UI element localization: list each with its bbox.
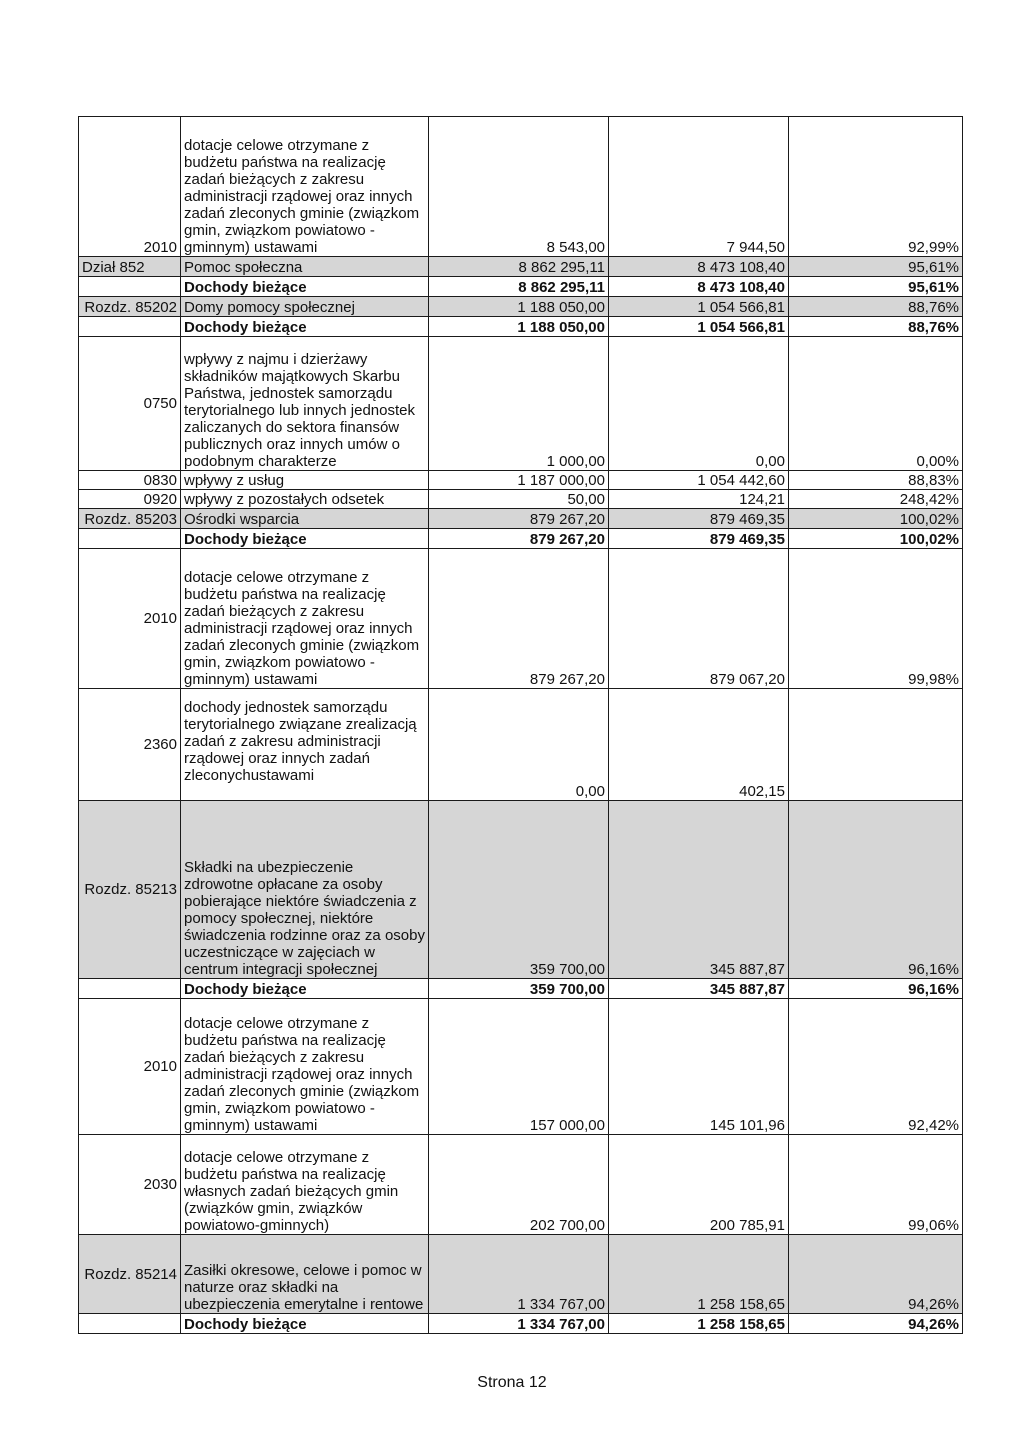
row-plan: 879 267,20 — [429, 549, 609, 689]
row-code — [79, 1314, 181, 1334]
row-execution: 879 469,35 — [609, 529, 789, 549]
page-number: Strona 12 — [477, 1374, 547, 1391]
row-label: Pomoc społeczna — [181, 257, 429, 277]
row-execution: 8 473 108,40 — [609, 277, 789, 297]
table-row — [79, 317, 963, 337]
table-row — [79, 1314, 963, 1334]
row-plan: 1 334 767,00 — [429, 1314, 609, 1334]
row-plan: 157 000,00 — [429, 999, 609, 1135]
budget-table — [78, 116, 963, 1334]
row-label: Dochody bieżące — [181, 1314, 429, 1334]
row-code: Rozdz. 85213 — [79, 801, 181, 979]
row-percent: 92,99% — [789, 117, 963, 257]
row-code: Rozdz. 85214 — [79, 1235, 181, 1314]
row-label: wpływy z pozostałych odsetek — [181, 490, 429, 509]
row-plan: 879 267,20 — [429, 529, 609, 549]
row-label: dochody jednostek samorządu terytorialnego związane zrealizacją zadań z zakresu administracji rządowej oraz innych zadań zleconychustawami — [181, 689, 429, 801]
row-plan: 0,00 — [429, 689, 609, 801]
row-label: Zasiłki okresowe, celowe i pomoc w naturze oraz składki na ubezpieczenia emerytalne i rentowe — [181, 1235, 429, 1314]
row-percent: 100,02% — [789, 529, 963, 549]
row-execution: 8 473 108,40 — [609, 257, 789, 277]
row-label: Dochody bieżące — [181, 529, 429, 549]
row-code: Dział 852 — [79, 257, 181, 277]
row-code: Rozdz. 85202 — [79, 297, 181, 317]
row-execution: 200 785,91 — [609, 1135, 789, 1235]
row-plan: 8 862 295,11 — [429, 277, 609, 297]
row-execution: 1 258 158,65 — [609, 1235, 789, 1314]
table-row — [79, 529, 963, 549]
row-percent: 92,42% — [789, 999, 963, 1135]
row-percent: 248,42% — [789, 490, 963, 509]
row-label: wpływy z najmu i dzierżawy składników majątkowych Skarbu Państwa, jednostek samorządu terytorialnego lub innych jednostek zaliczanych do sektora finansów publicznych oraz innych umów o podobnym charakterze — [181, 337, 429, 471]
row-percent: 99,06% — [789, 1135, 963, 1235]
row-execution: 879 067,20 — [609, 549, 789, 689]
row-label: Dochody bieżące — [181, 277, 429, 297]
row-code — [79, 529, 181, 549]
table-row — [79, 1135, 963, 1235]
row-execution: 402,15 — [609, 689, 789, 801]
row-label: Dochody bieżące — [181, 979, 429, 999]
row-code — [79, 277, 181, 297]
row-percent: 96,16% — [789, 801, 963, 979]
table-row — [79, 337, 963, 471]
row-percent: 95,61% — [789, 277, 963, 297]
row-code: 0920 — [79, 490, 181, 509]
row-execution: 1 258 158,65 — [609, 1314, 789, 1334]
row-plan: 359 700,00 — [429, 979, 609, 999]
row-execution: 145 101,96 — [609, 999, 789, 1135]
row-plan: 879 267,20 — [429, 509, 609, 529]
row-execution: 879 469,35 — [609, 509, 789, 529]
row-percent — [789, 689, 963, 801]
section-row — [79, 297, 963, 317]
row-execution: 345 887,87 — [609, 801, 789, 979]
row-label: Dochody bieżące — [181, 317, 429, 337]
table-row — [79, 999, 963, 1135]
row-code — [79, 317, 181, 337]
row-execution: 1 054 566,81 — [609, 317, 789, 337]
row-percent: 95,61% — [789, 257, 963, 277]
row-code: 0830 — [79, 471, 181, 490]
row-plan: 1 188 050,00 — [429, 317, 609, 337]
row-execution: 1 054 442,60 — [609, 471, 789, 490]
table-row — [79, 471, 963, 490]
row-label: Domy pomocy społecznej — [181, 297, 429, 317]
row-code: 2010 — [79, 117, 181, 257]
section-row — [79, 801, 963, 979]
row-code: Rozdz. 85203 — [79, 509, 181, 529]
row-percent: 96,16% — [789, 979, 963, 999]
row-plan: 1 188 050,00 — [429, 297, 609, 317]
row-label: Ośrodki wsparcia — [181, 509, 429, 529]
row-plan: 50,00 — [429, 490, 609, 509]
row-code: 2030 — [79, 1135, 181, 1235]
row-plan: 1 187 000,00 — [429, 471, 609, 490]
row-percent: 0,00% — [789, 337, 963, 471]
row-code — [79, 979, 181, 999]
section-row — [79, 1235, 963, 1314]
row-plan: 202 700,00 — [429, 1135, 609, 1235]
row-percent: 94,26% — [789, 1235, 963, 1314]
table-row — [79, 117, 963, 257]
table-row — [79, 979, 963, 999]
row-label: dotacje celowe otrzymane z budżetu państwa na realizację własnych zadań bieżących gmin (związków gmin, związków powiatowo-gminnych) — [181, 1135, 429, 1235]
row-percent: 88,76% — [789, 317, 963, 337]
row-label: wpływy z usług — [181, 471, 429, 490]
row-plan: 1 000,00 — [429, 337, 609, 471]
row-label: dotacje celowe otrzymane z budżetu państwa na realizację zadań bieżących z zakresu administracji rządowej oraz innych zadań zleconych gminie (związkom gmin, związkom powiatowo - gminnym) ustawami — [181, 549, 429, 689]
row-execution: 0,00 — [609, 337, 789, 471]
section-row — [79, 509, 963, 529]
row-code: 2360 — [79, 689, 181, 801]
row-percent: 88,83% — [789, 471, 963, 490]
row-execution: 345 887,87 — [609, 979, 789, 999]
row-code: 2010 — [79, 999, 181, 1135]
row-plan: 8 862 295,11 — [429, 257, 609, 277]
table-row — [79, 689, 963, 801]
row-percent: 100,02% — [789, 509, 963, 529]
row-percent: 94,26% — [789, 1314, 963, 1334]
row-label: dotacje celowe otrzymane z budżetu państwa na realizację zadań bieżących z zakresu administracji rządowej oraz innych zadań zleconych gminie (związkom gmin, związkom powiatowo - gminnym) ustawami — [181, 999, 429, 1135]
row-plan: 359 700,00 — [429, 801, 609, 979]
row-label: Składki na ubezpieczenie zdrowotne opłacane za osoby pobierające niektóre świadczenia z pomocy społecznej, niektóre świadczenia rodzinne oraz za osoby uczestniczące w zajęciach w centrum integracji społecznej — [181, 801, 429, 979]
row-execution: 124,21 — [609, 490, 789, 509]
row-percent: 88,76% — [789, 297, 963, 317]
row-execution: 7 944,50 — [609, 117, 789, 257]
row-percent: 99,98% — [789, 549, 963, 689]
section-row — [79, 257, 963, 277]
table-row — [79, 549, 963, 689]
row-label: dotacje celowe otrzymane z budżetu państwa na realizację zadań bieżących z zakresu administracji rządowej oraz innych zadań zleconych gminie (związkom gmin, związkom powiatowo - gminnym) ustawami — [181, 117, 429, 257]
row-code: 2010 — [79, 549, 181, 689]
row-plan: 8 543,00 — [429, 117, 609, 257]
row-plan: 1 334 767,00 — [429, 1235, 609, 1314]
table-row — [79, 277, 963, 297]
row-code: 0750 — [79, 337, 181, 471]
row-execution: 1 054 566,81 — [609, 297, 789, 317]
table-row — [79, 490, 963, 509]
